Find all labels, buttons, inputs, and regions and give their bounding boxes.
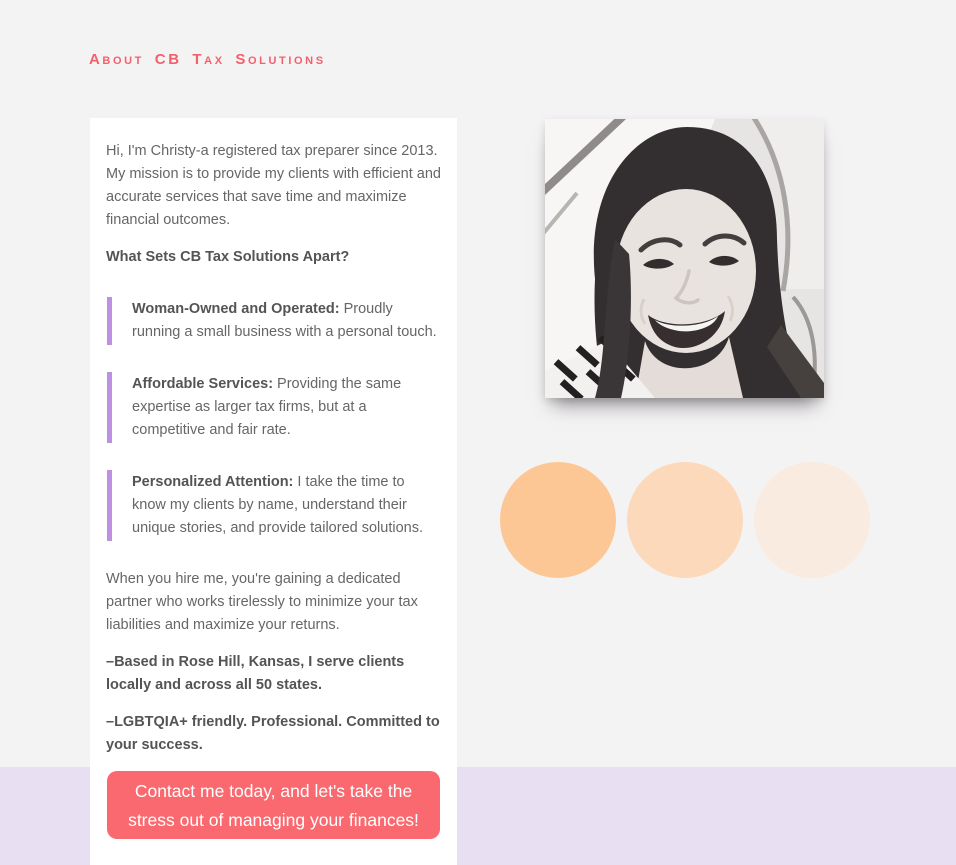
highlight-woman-owned xyxy=(107,297,441,345)
highlight-text: Providing the same expertise as larger tax firms, but at a competitive and fair rate. xyxy=(132,376,402,438)
card-subheading: What Sets CB Tax Solutions Apart? xyxy=(106,249,350,265)
highlight-label: Personalized Attention: xyxy=(132,474,294,490)
highlight-text: Proudly running a small business with a personal touch. xyxy=(132,301,437,340)
contact-cta-button[interactable]: Contact me today, and let's take the stress out of managing your finances! xyxy=(107,771,440,839)
location-line: –Based in Rose Hill, Kansas, I serve clients locally and across all 50 states. xyxy=(106,654,405,693)
values-line: –LGBTQIA+ friendly. Professional. Committed to your success. xyxy=(106,714,440,753)
highlight-label: Affordable Services: xyxy=(132,376,274,392)
portrait-photo xyxy=(545,119,824,398)
highlight-personalized-attention xyxy=(107,470,441,541)
intro-paragraph: Hi, I'm Christy-a registered tax preparer since 2013. My mission is to provide my clients with efficient and accurate services that save time and maximize financial outcomes. xyxy=(106,143,441,228)
highlight-affordable-services xyxy=(107,372,441,443)
highlight-text: I take the time to know my clients by name, understand their unique stories, and provide tailored solutions. xyxy=(132,474,423,536)
about-card xyxy=(90,118,457,865)
highlight-label: Woman-Owned and Operated: xyxy=(132,301,340,317)
section-heading: About CB Tax Solutions xyxy=(89,51,326,68)
decorative-circle-dark-peach xyxy=(500,462,616,578)
decorative-circle-medium-peach xyxy=(627,462,743,578)
portrait-photo-illustration xyxy=(545,119,824,398)
decorative-circles xyxy=(500,462,870,578)
partner-paragraph: When you hire me, you're gaining a dedicated partner who works tirelessly to minimize your tax liabilities and maximize your returns. xyxy=(106,571,418,633)
decorative-circle-light-peach xyxy=(754,462,870,578)
